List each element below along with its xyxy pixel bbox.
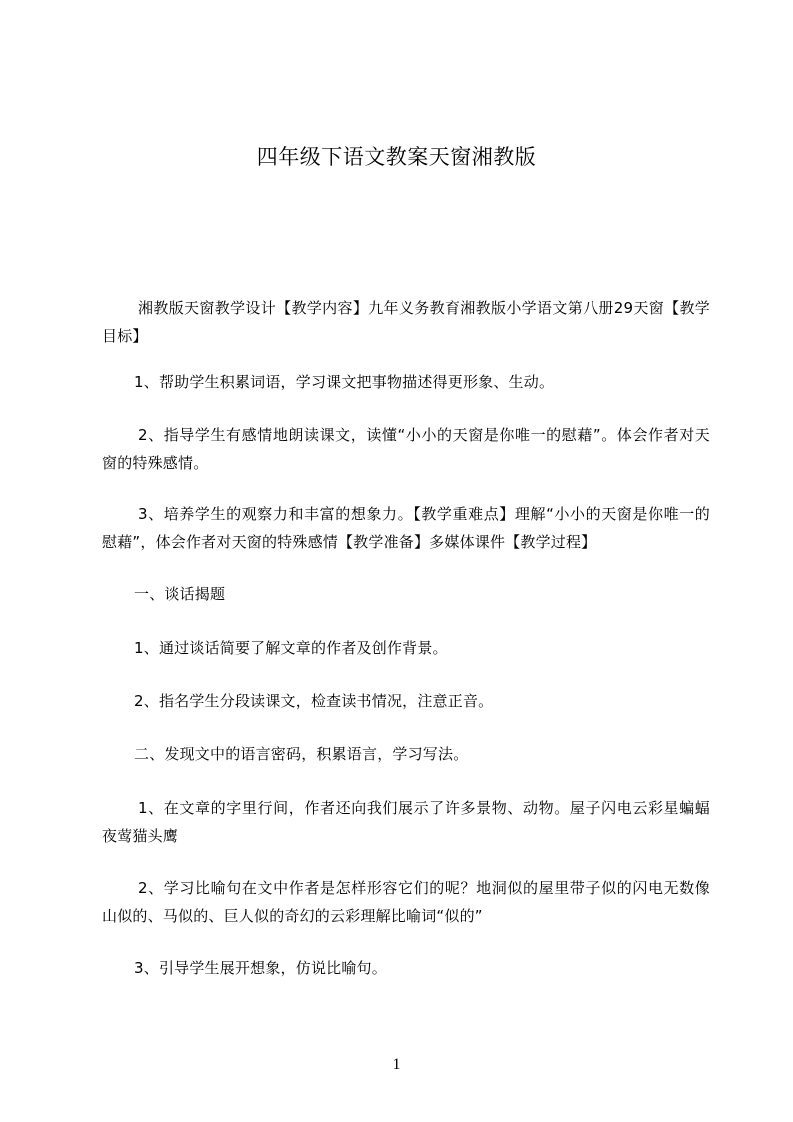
section-heading: 二、发现文中的语言密码，积累语言，学习写法。: [134, 745, 469, 763]
paragraph: 湘教版天窗教学设计【教学内容】九年义务教育湘教版小学语文第八册29天窗【教学目标】: [102, 299, 710, 345]
paragraph: 1、通过谈话简要了解文章的作者及创作背景。: [134, 639, 448, 657]
page-number: 1: [392, 1056, 401, 1073]
document-title: 四年级下语文教案天窗湘教版: [256, 145, 537, 169]
paragraph: 2、指名学生分段读课文，检查读书情况，注意正音。: [134, 692, 494, 710]
paragraph: 1、帮助学生积累词语，学习课文把事物描述得更形象、生动。: [134, 373, 555, 391]
section-heading: 一、谈话揭题: [134, 585, 226, 603]
paragraph: 2、指导学生有感情地朗读课文，读懂“小小的天窗是你唯一的慰藉”。体会作者对天窗的特殊感情。: [102, 426, 710, 472]
paragraph: 3、培养学生的观察力和丰富的想象力。【教学重难点】理解“小小的天窗是你唯一的慰藉”，体会作者对天窗的特殊感情【教学准备】多媒体课件【教学过程】: [102, 505, 710, 551]
paragraph: 3、引导学生展开想象，仿说比喻句。: [134, 959, 387, 977]
paragraph: 2、学习比喻句在文中作者是怎样形容它们的呢？地洞似的屋里带子似的闪电无数像山似的、马似的、巨人似的奇幻的云彩理解比喻词“似的”: [102, 879, 710, 925]
paragraph: 1、在文章的字里行间，作者还向我们展示了许多景物、动物。屋子闪电云彩星蝙蝠夜莺猫头鹰: [102, 799, 710, 845]
